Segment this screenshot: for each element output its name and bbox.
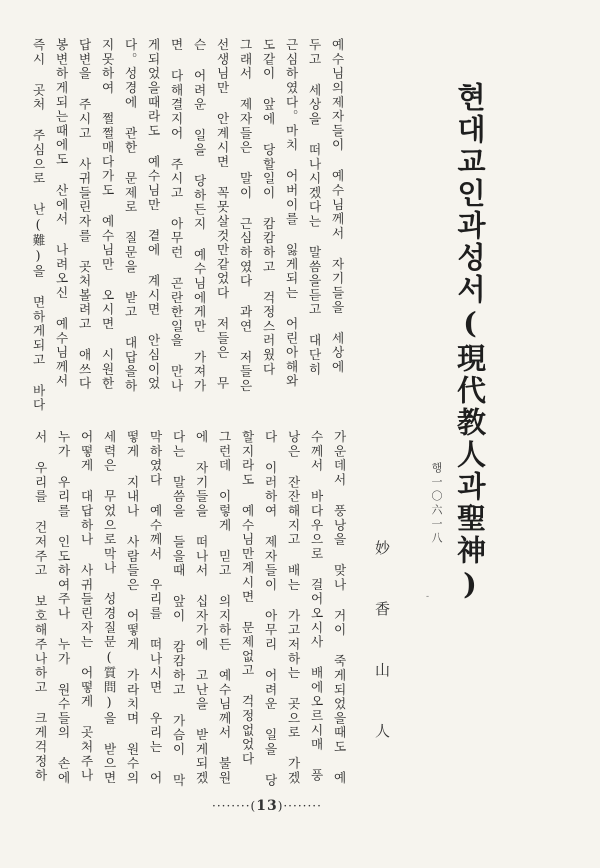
- text-column: 할지라도 예수님만계시면 문제없고 걱정없었다: [239, 430, 255, 767]
- margin-mark: -: [426, 592, 430, 602]
- text-column: 지못하여 쩔쩔매다가도 예수님만 오시면 시원한: [99, 38, 115, 391]
- text-column: 답변을 주시고 사귀들린자를 곳처볼려고 애쓰다: [76, 38, 92, 391]
- text-column: 낭은 잔잔해지고 배는 가고저하는 곳으로 가겠: [285, 430, 301, 786]
- text-column: 다 이러하여 제자들이 아무리 어려운 일을 당: [262, 430, 278, 788]
- text-column: 에 자기들을 떠나서 십자가에 고난을 받게되겠: [193, 430, 209, 786]
- text-column: 게되었을때라도 예수님만 곁에 계시면 안심이었: [145, 38, 161, 391]
- page-number-value: 13: [256, 798, 278, 814]
- text-column: 세력은 무었으로막나 성경질문(質問)을 받으면: [101, 430, 117, 786]
- text-column: 떻게 지내나 사람들은 어떻게 가라치며 원수의: [124, 430, 140, 786]
- text-column: 봉변하게되는때에도 산에서 나려오신 예수님께서: [53, 38, 69, 389]
- article-title: 현대교인과성서(現代教人과聖神): [453, 82, 487, 604]
- text-column: 즉시 곳처 주심으로 난(難)을 면하게되고 바다: [30, 38, 46, 413]
- text-column: 수께서 바다우으로 걸어오시사 배에오르시매 풍: [308, 430, 324, 783]
- text-column: 그런데 이렇게 믿고 의지하든 예수님께서 불원: [216, 430, 232, 786]
- page-number-suffix: )········: [277, 799, 322, 813]
- text-column: 그래서 제자들은 말이 근심하였다 과연 저들은: [237, 38, 253, 394]
- page-number: [212, 798, 322, 814]
- text-column: 면 다해결지어 주시고 아무런 곤란한일을 만나: [168, 38, 184, 394]
- author-name: 妙 香 山 人: [373, 540, 391, 752]
- text-column: 누가 우리를 인도하여주나 누가 원수들의 손에: [55, 430, 71, 786]
- text-column: 가운데서 풍낭을 맞나 거이 죽게되었을때도 예: [331, 430, 347, 786]
- text-column: 다는 말씀을 들을때 앞이 캄캄하고 가슴이 막: [170, 430, 186, 788]
- text-column: 근심하였다。마치 어버이를 잃게되는 어린아해와: [283, 38, 299, 389]
- text-column: 막하였다 예수께서 우리를 떠나시면 우리는 어: [147, 430, 163, 786]
- text-column: 도같이 앞에 당할일이 캄캄하고 걱정스러웠다: [260, 38, 276, 377]
- text-column: 다。성경에 관한 문제로 질문을 받고 대답을하: [122, 38, 138, 394]
- scripture-reference: 행一〇六一八: [430, 462, 443, 546]
- text-column: 예수님의제자들이 예수님께서 자기들을 세상에: [329, 38, 345, 375]
- page-number-prefix: ········(: [212, 799, 257, 813]
- text-column: 어떻게 대답하나 사귀들린자는 어떻게 곳처주나: [78, 430, 94, 783]
- text-column: 서 우리를 건저주고 보호해주나하고 크게걱정하: [32, 430, 48, 783]
- text-column: 두고 세상을 떠나시겠다는 말씀을듣고 대단히: [306, 38, 322, 377]
- text-column: 슨 어려운 일을 당하든지 예수님에게만 가져가: [191, 38, 207, 394]
- text-column: 선생님만 안계시면 꼭못살것만같었다 저들은 무: [214, 38, 230, 391]
